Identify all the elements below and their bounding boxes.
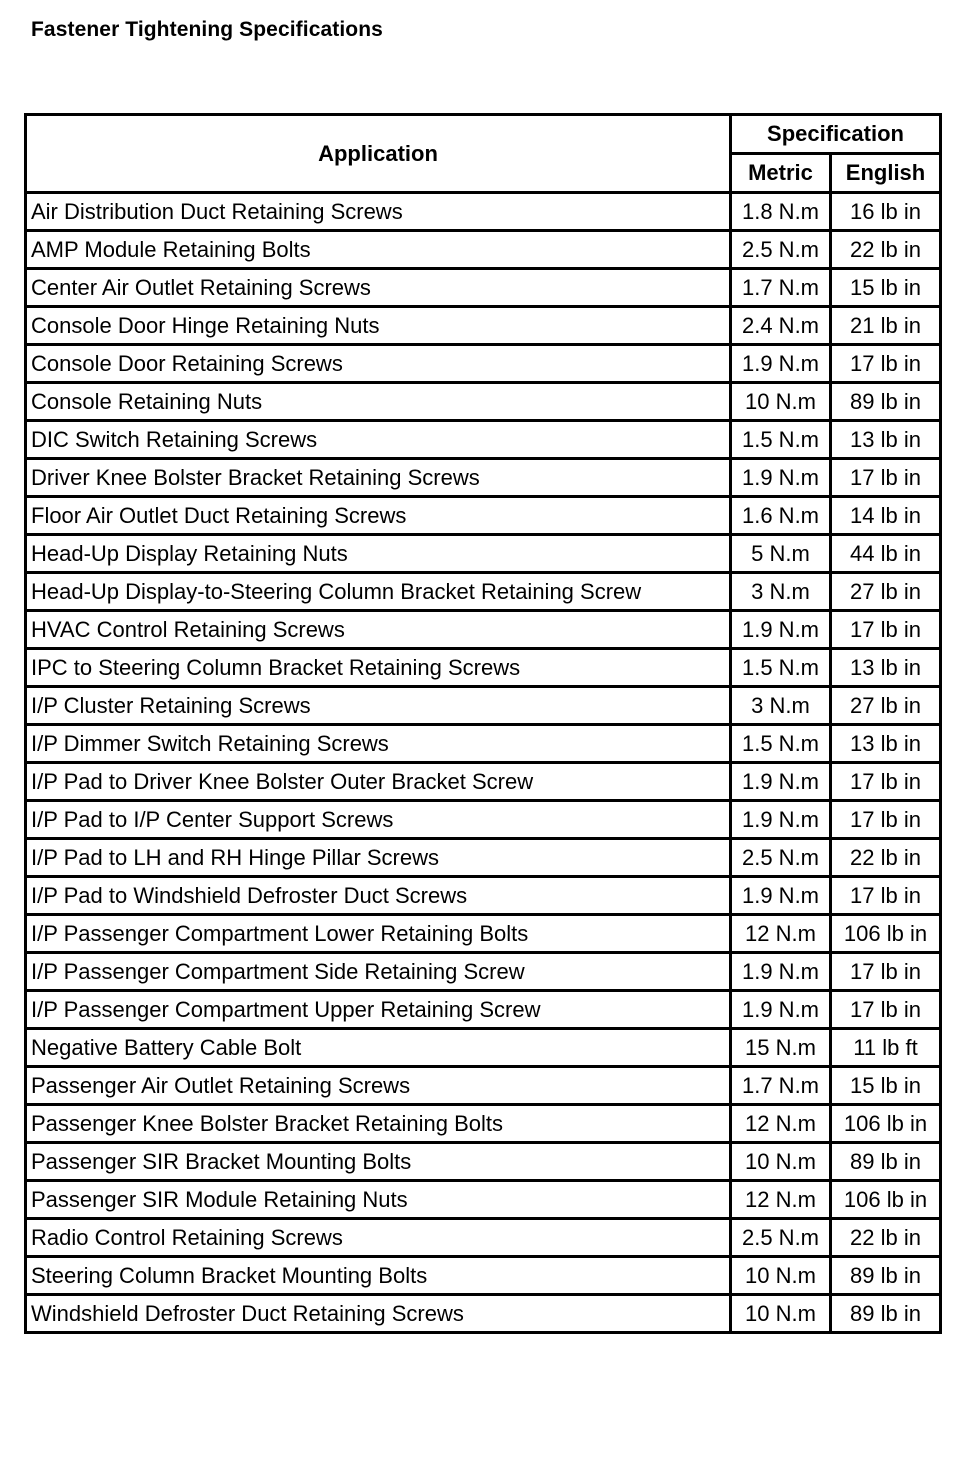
application-cell: Console Door Hinge Retaining Nuts <box>26 307 731 345</box>
application-cell: Radio Control Retaining Screws <box>26 1219 731 1257</box>
english-value-cell: 11 lb ft <box>831 1029 941 1067</box>
english-value-cell: 17 lb in <box>831 953 941 991</box>
application-cell: I/P Dimmer Switch Retaining Screws <box>26 725 731 763</box>
metric-value-cell: 1.9 N.m <box>731 459 831 497</box>
table-row <box>26 1295 941 1333</box>
metric-column-header: Metric <box>731 154 831 193</box>
table-row <box>26 1257 941 1295</box>
english-value-cell: 15 lb in <box>831 269 941 307</box>
metric-value-cell: 1.9 N.m <box>731 991 831 1029</box>
metric-value-cell: 2.5 N.m <box>731 231 831 269</box>
application-cell: Console Door Retaining Screws <box>26 345 731 383</box>
metric-value-cell: 1.6 N.m <box>731 497 831 535</box>
metric-value-cell: 12 N.m <box>731 915 831 953</box>
english-value-cell: 106 lb in <box>831 915 941 953</box>
table-row <box>26 1029 941 1067</box>
table-row <box>26 649 941 687</box>
application-cell: I/P Passenger Compartment Lower Retaining Bolts <box>26 915 731 953</box>
metric-value-cell: 1.9 N.m <box>731 611 831 649</box>
english-value-cell: 17 lb in <box>831 801 941 839</box>
table-row <box>26 763 941 801</box>
english-value-cell: 17 lb in <box>831 611 941 649</box>
table-row <box>26 269 941 307</box>
english-value-cell: 89 lb in <box>831 383 941 421</box>
application-cell: Console Retaining Nuts <box>26 383 731 421</box>
table-row <box>26 687 941 725</box>
table-row <box>26 307 941 345</box>
metric-value-cell: 1.9 N.m <box>731 345 831 383</box>
english-value-cell: 44 lb in <box>831 535 941 573</box>
fastener-spec-table <box>24 113 942 1334</box>
document-title: Fastener Tightening Specifications <box>31 18 383 41</box>
table-row <box>26 231 941 269</box>
application-cell: Center Air Outlet Retaining Screws <box>26 269 731 307</box>
application-cell: Passenger SIR Bracket Mounting Bolts <box>26 1143 731 1181</box>
metric-value-cell: 1.9 N.m <box>731 953 831 991</box>
application-cell: Windshield Defroster Duct Retaining Screws <box>26 1295 731 1333</box>
metric-value-cell: 2.5 N.m <box>731 1219 831 1257</box>
metric-value-cell: 10 N.m <box>731 1143 831 1181</box>
table-row <box>26 1105 941 1143</box>
table-body <box>26 193 941 1333</box>
table-row <box>26 915 941 953</box>
application-cell: Head-Up Display Retaining Nuts <box>26 535 731 573</box>
table-row <box>26 839 941 877</box>
application-cell: AMP Module Retaining Bolts <box>26 231 731 269</box>
metric-value-cell: 10 N.m <box>731 1295 831 1333</box>
metric-value-cell: 12 N.m <box>731 1105 831 1143</box>
english-value-cell: 13 lb in <box>831 421 941 459</box>
metric-value-cell: 3 N.m <box>731 687 831 725</box>
metric-value-cell: 3 N.m <box>731 573 831 611</box>
table-row <box>26 383 941 421</box>
english-value-cell: 89 lb in <box>831 1143 941 1181</box>
english-value-cell: 17 lb in <box>831 877 941 915</box>
table-row <box>26 573 941 611</box>
table-row <box>26 421 941 459</box>
english-value-cell: 15 lb in <box>831 1067 941 1105</box>
application-cell: I/P Pad to LH and RH Hinge Pillar Screws <box>26 839 731 877</box>
metric-value-cell: 10 N.m <box>731 383 831 421</box>
application-cell: Floor Air Outlet Duct Retaining Screws <box>26 497 731 535</box>
table-row <box>26 497 941 535</box>
english-value-cell: 21 lb in <box>831 307 941 345</box>
application-cell: Negative Battery Cable Bolt <box>26 1029 731 1067</box>
application-cell: Passenger SIR Module Retaining Nuts <box>26 1181 731 1219</box>
table-row <box>26 1143 941 1181</box>
metric-value-cell: 15 N.m <box>731 1029 831 1067</box>
metric-value-cell: 2.4 N.m <box>731 307 831 345</box>
english-value-cell: 13 lb in <box>831 725 941 763</box>
table-row <box>26 193 941 231</box>
metric-value-cell: 1.5 N.m <box>731 649 831 687</box>
english-column-header: English <box>831 154 941 193</box>
table-row <box>26 345 941 383</box>
application-cell: Passenger Knee Bolster Bracket Retaining Bolts <box>26 1105 731 1143</box>
application-cell: Air Distribution Duct Retaining Screws <box>26 193 731 231</box>
english-value-cell: 14 lb in <box>831 497 941 535</box>
specification-group-header: Specification <box>731 115 941 154</box>
metric-value-cell: 1.7 N.m <box>731 269 831 307</box>
metric-value-cell: 12 N.m <box>731 1181 831 1219</box>
metric-value-cell: 5 N.m <box>731 535 831 573</box>
application-cell: I/P Pad to Windshield Defroster Duct Screws <box>26 877 731 915</box>
english-value-cell: 27 lb in <box>831 687 941 725</box>
application-cell: HVAC Control Retaining Screws <box>26 611 731 649</box>
english-value-cell: 13 lb in <box>831 649 941 687</box>
english-value-cell: 17 lb in <box>831 345 941 383</box>
english-value-cell: 22 lb in <box>831 231 941 269</box>
table-header <box>26 115 941 193</box>
application-cell: I/P Pad to I/P Center Support Screws <box>26 801 731 839</box>
english-value-cell: 17 lb in <box>831 763 941 801</box>
metric-value-cell: 1.5 N.m <box>731 421 831 459</box>
metric-value-cell: 1.9 N.m <box>731 763 831 801</box>
english-value-cell: 89 lb in <box>831 1257 941 1295</box>
application-cell: I/P Cluster Retaining Screws <box>26 687 731 725</box>
header-row-top <box>26 115 941 154</box>
english-value-cell: 22 lb in <box>831 1219 941 1257</box>
english-value-cell: 106 lb in <box>831 1105 941 1143</box>
metric-value-cell: 1.5 N.m <box>731 725 831 763</box>
table-row <box>26 801 941 839</box>
application-cell: Driver Knee Bolster Bracket Retaining Screws <box>26 459 731 497</box>
metric-value-cell: 1.7 N.m <box>731 1067 831 1105</box>
table-row <box>26 611 941 649</box>
application-cell: DIC Switch Retaining Screws <box>26 421 731 459</box>
application-cell: Steering Column Bracket Mounting Bolts <box>26 1257 731 1295</box>
english-value-cell: 17 lb in <box>831 991 941 1029</box>
metric-value-cell: 1.8 N.m <box>731 193 831 231</box>
application-cell: I/P Passenger Compartment Side Retaining Screw <box>26 953 731 991</box>
metric-value-cell: 2.5 N.m <box>731 839 831 877</box>
application-cell: Head-Up Display-to-Steering Column Bracket Retaining Screw <box>26 573 731 611</box>
application-cell: I/P Pad to Driver Knee Bolster Outer Bracket Screw <box>26 763 731 801</box>
metric-value-cell: 1.9 N.m <box>731 801 831 839</box>
table-row <box>26 991 941 1029</box>
table-row <box>26 725 941 763</box>
metric-value-cell: 10 N.m <box>731 1257 831 1295</box>
application-cell: IPC to Steering Column Bracket Retaining Screws <box>26 649 731 687</box>
table-row <box>26 1067 941 1105</box>
application-cell: I/P Passenger Compartment Upper Retaining Screw <box>26 991 731 1029</box>
table-row <box>26 953 941 991</box>
table-row <box>26 1219 941 1257</box>
table-row <box>26 1181 941 1219</box>
table-row <box>26 877 941 915</box>
table-row <box>26 459 941 497</box>
english-value-cell: 27 lb in <box>831 573 941 611</box>
english-value-cell: 89 lb in <box>831 1295 941 1333</box>
application-cell: Passenger Air Outlet Retaining Screws <box>26 1067 731 1105</box>
english-value-cell: 22 lb in <box>831 839 941 877</box>
english-value-cell: 17 lb in <box>831 459 941 497</box>
application-column-header: Application <box>26 115 731 193</box>
table-row <box>26 535 941 573</box>
english-value-cell: 106 lb in <box>831 1181 941 1219</box>
english-value-cell: 16 lb in <box>831 193 941 231</box>
metric-value-cell: 1.9 N.m <box>731 877 831 915</box>
